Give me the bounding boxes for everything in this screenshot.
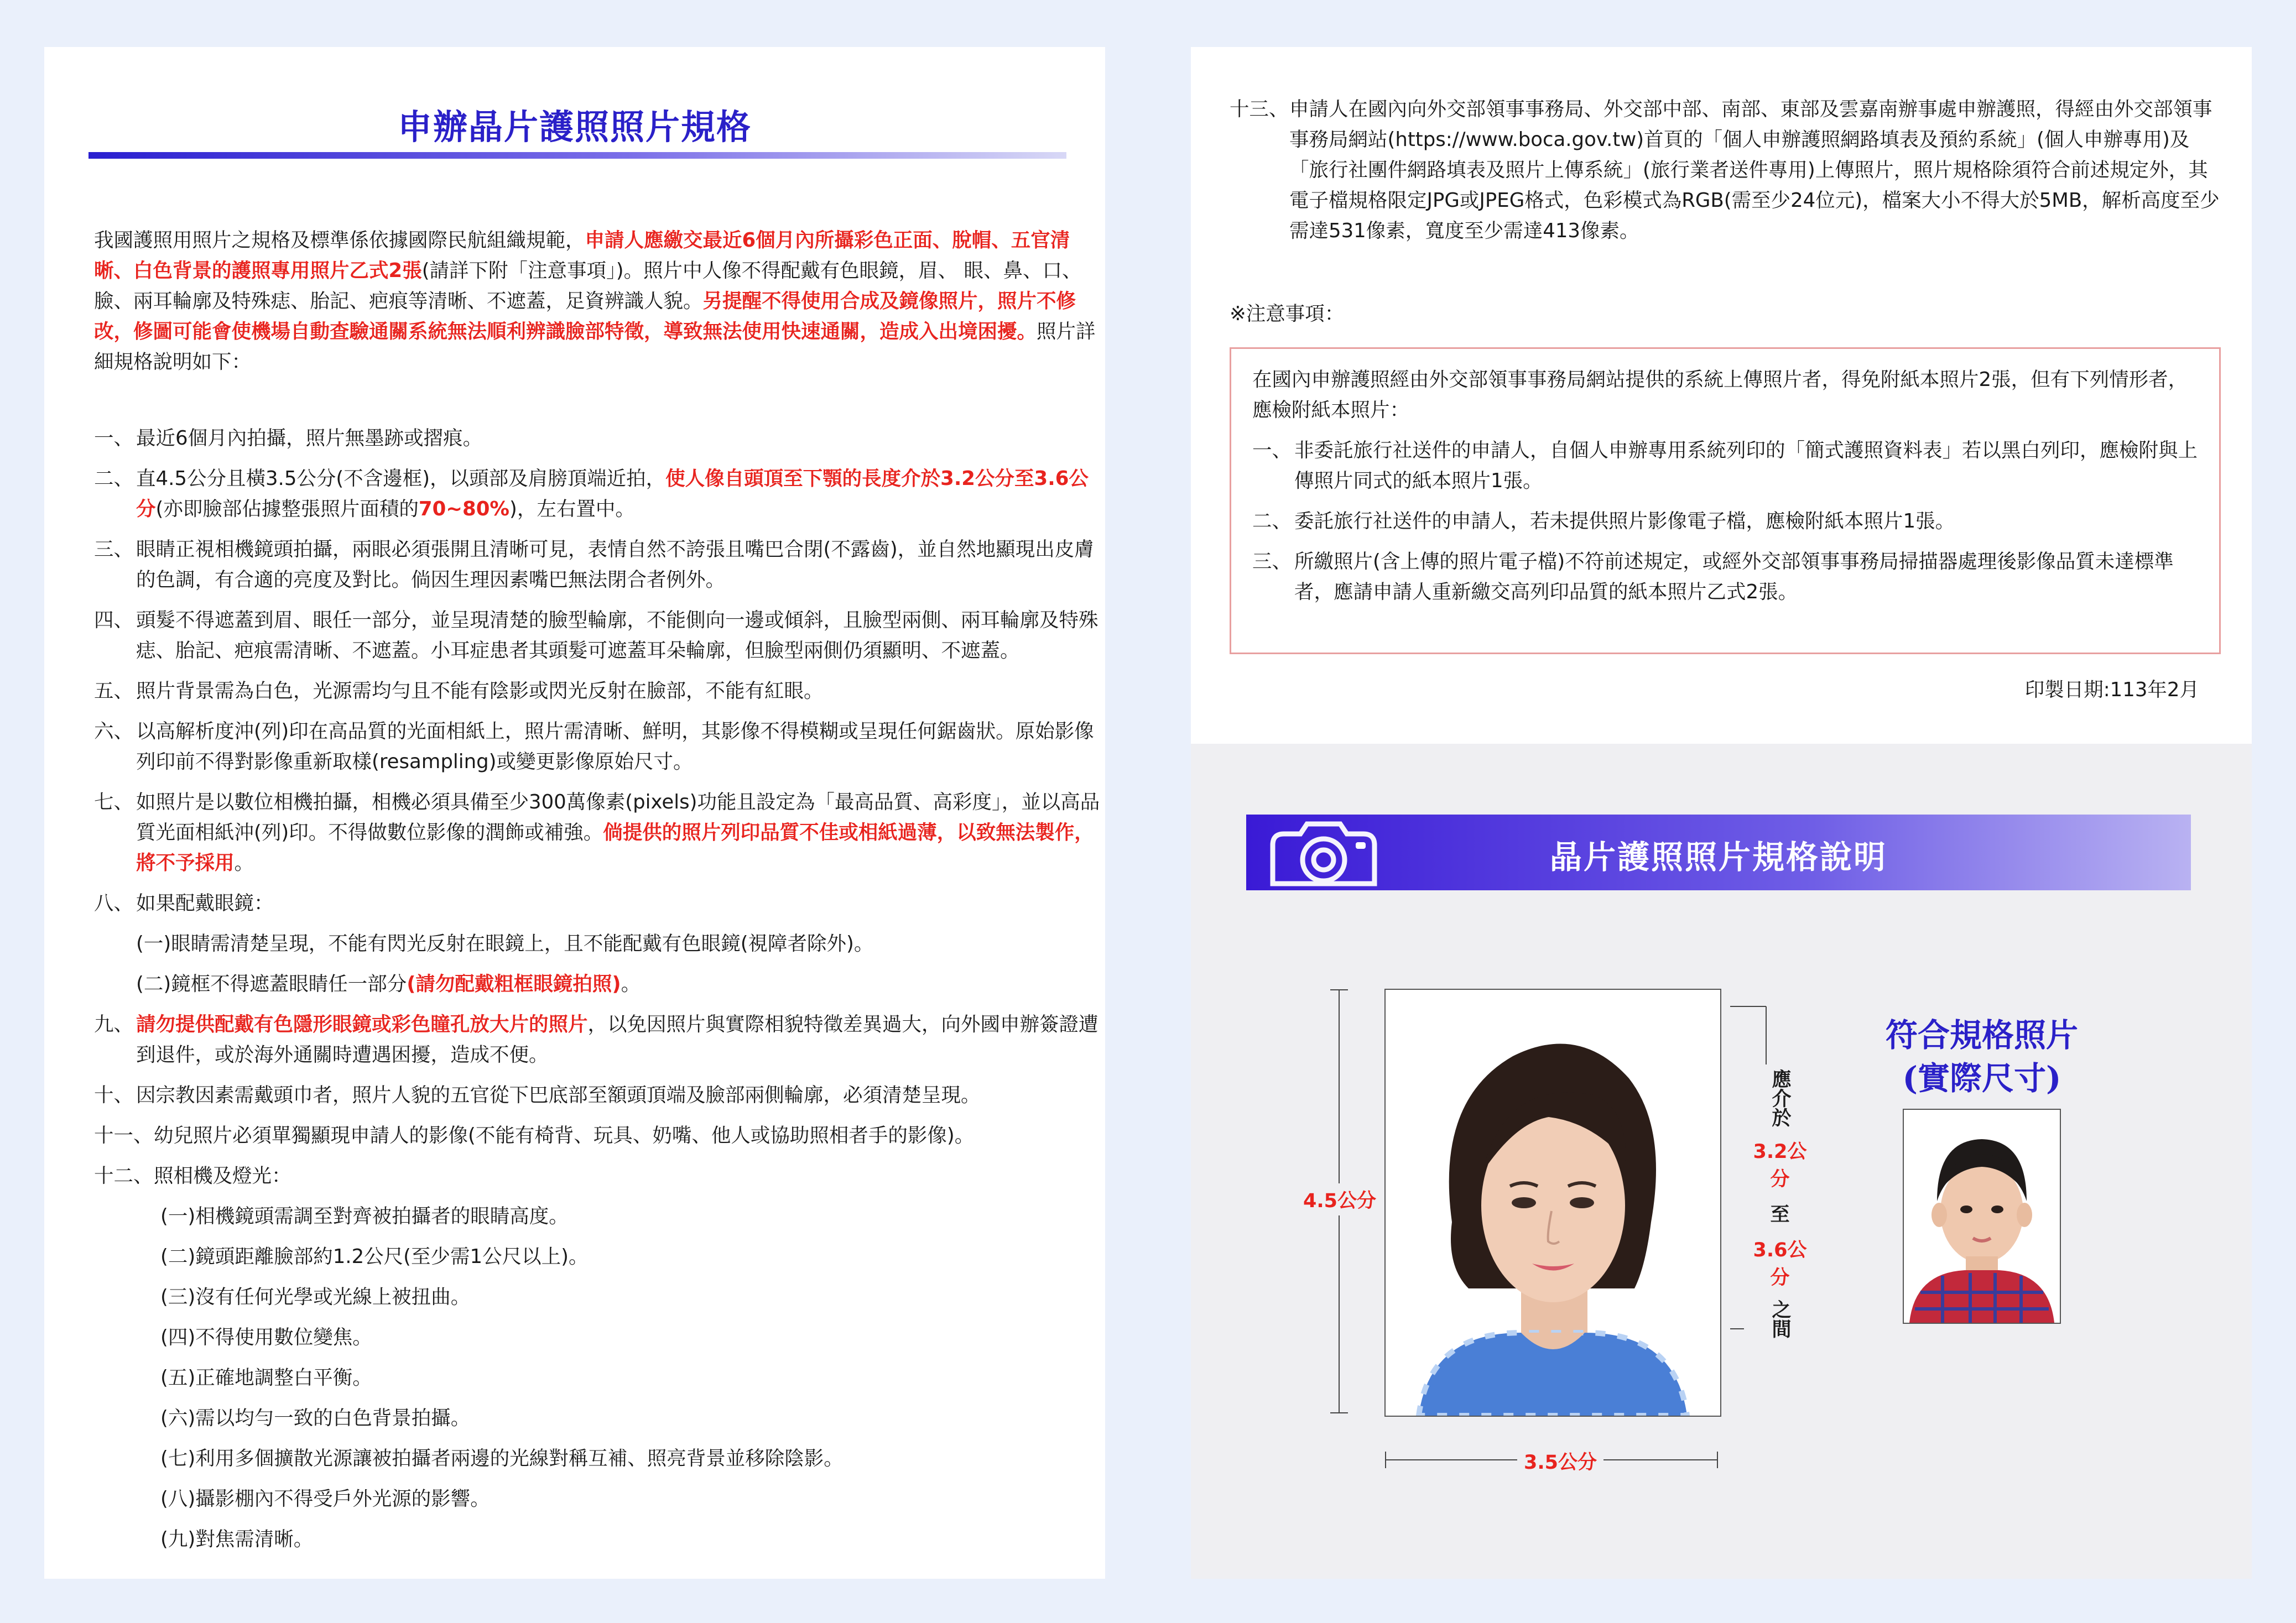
intro-paragraph bbox=[94, 225, 1106, 377]
item-num: 一、 bbox=[94, 427, 134, 450]
spec-item-1 bbox=[94, 423, 1106, 453]
item-text: 頭髮不得遮蓋到眉、眼任一部分，並呈現清楚的臉型輪廓，不能側向一邊或傾斜，且臉型兩側、兩耳輪廓及特殊痣、胎記、疤痕需清晰、不遮蓋。小耳症患者其頭髮可遮蓋耳朵輪廓，但臉型兩側仍須顯明、不遮蓋。 bbox=[136, 609, 1098, 662]
note-item-1 bbox=[1252, 435, 2198, 496]
sample-photo-adult bbox=[1384, 989, 1721, 1417]
item-num: 十、 bbox=[94, 1084, 134, 1107]
item-text: 。 bbox=[234, 852, 254, 874]
intro-red-2: 另提醒不得使用合成及鏡像照片，照片不修改，修圖可能會使機場自動查驗通關系統無法順利辨識臉部特徵，導致無法使用快速通關，造成入出境困擾。 bbox=[94, 290, 1076, 343]
caption-line-1: 符合規格照片 bbox=[1885, 1016, 2078, 1054]
width-label: 3.5公分 bbox=[1517, 1447, 1603, 1475]
head-label-bottom: 之間 bbox=[1769, 1300, 1791, 1338]
sub-red: (請勿配戴粗框眼鏡拍照) bbox=[407, 973, 621, 995]
height-label: 4.5公分 bbox=[1303, 1183, 1376, 1215]
item-num: 一、 bbox=[1252, 439, 1292, 462]
item-text: 照相機及燈光： bbox=[154, 1165, 291, 1187]
intro-red-1: 申請人應繳交最近6個月內所攝彩色正面、脫帽、五官清晰、白色背景的護照專用照片乙式2張 bbox=[94, 229, 1070, 282]
item-text: 眼睛正視相機鏡頭拍攝，兩眼必須張開且清晰可見，表情自然不誇張且嘴巴合閉(不露齒)，並自然地顯現出皮膚的色調，有合適的亮度及對比。倘因生理因素嘴巴無法閉合者例外。 bbox=[136, 538, 1094, 591]
camera-sub-5: (五)正確地調整白平衡。 bbox=[160, 1366, 372, 1389]
item-text: 幼兒照片必須單獨顯現申請人的影像(不能有椅背、玩具、奶嘴、他人或協助照相者手的影像)。 bbox=[154, 1124, 975, 1147]
item-text: 直4.5公分且橫3.5公分(不含邊框)，以頭部及肩膀頂端近拍， bbox=[136, 467, 666, 490]
intro-text-3: 照片詳細規格說明如下： bbox=[94, 320, 1096, 373]
dimension-lines bbox=[1191, 744, 2252, 1579]
spec-item-4 bbox=[94, 605, 1106, 666]
item-text: 最近6個月內拍攝，照片無墨跡或摺痕。 bbox=[136, 427, 483, 450]
sub-text: 。 bbox=[621, 973, 641, 995]
print-date: 印製日期:113年2月 bbox=[2024, 679, 2199, 701]
item-text: 申請人在國內向外交部領事事務局、外交部中部、南部、東部及雲嘉南辦事處申辦護照，得經由外交部領事事務局網站(https://www.boca.gov.tw)首頁的「個人申辦護照網路填表及預約系統」(個人申辦專用)及「旅行社團件網路填表及照片上傳系統」(旅行業者送件專用)上傳照片，照片規格除須符合前述規定外，其電子檔規格限定JPG或JPEG格式，色彩模式為RGB(需至少24位元)，檔案大小不得大於5MB，解析高度至少需達531像素，寬度至少需達413像素。 bbox=[1289, 98, 2220, 242]
camera-sub-7: (七)利用多個擴散光源讓被拍攝者兩邊的光線對稱互補、照亮背景並移除陰影。 bbox=[160, 1447, 844, 1470]
spec-item-6 bbox=[94, 716, 1106, 777]
item-num: 二、 bbox=[1252, 510, 1292, 533]
sample-photo-child bbox=[1903, 1109, 2061, 1324]
banner-title: 晶片護照照片規格說明 bbox=[1549, 838, 1887, 876]
camera-sub-4: (四)不得使用數位變焦。 bbox=[160, 1326, 372, 1349]
item-num: 十一、 bbox=[94, 1124, 153, 1147]
item-text: 以高解析度沖(列)印在高品質的光面相紙上，照片需清晰、鮮明，其影像不得模糊或呈現任何鋸齒狀。原始影像列印前不得對影像重新取樣(resampling)或變更影像原始尺寸。 bbox=[136, 720, 1094, 773]
item-num: 三、 bbox=[1252, 550, 1292, 573]
note-item-3 bbox=[1252, 546, 2198, 607]
item-num: 八、 bbox=[94, 892, 134, 915]
item-text: 照片背景需為白色，光源需均勻且不能有陰影或閃光反射在臉部，不能有紅眼。 bbox=[136, 680, 824, 702]
head-min: 3.2公分 bbox=[1753, 1141, 1807, 1191]
spec-item-13 bbox=[1230, 94, 2225, 246]
camera-sub-3: (三)沒有任何光學或光線上被扭曲。 bbox=[160, 1286, 471, 1308]
item-red: 倘提供的照片列印品質不佳或相紙過薄，以致無法製作，將不予採用 bbox=[136, 821, 1094, 874]
notes-box bbox=[1230, 347, 2221, 654]
left-page bbox=[44, 47, 1105, 1579]
camera-sub-1: (一)相機鏡頭需調至對齊被拍攝者的眼睛高度。 bbox=[160, 1205, 569, 1228]
spec-item-3 bbox=[94, 534, 1106, 595]
item-num: 三、 bbox=[94, 538, 134, 561]
item-num: 六、 bbox=[94, 720, 134, 743]
sample-caption bbox=[1827, 1014, 2137, 1100]
head-to: 至 bbox=[1770, 1204, 1790, 1226]
item-text: 如照片是以數位相機拍攝，相機必須具備至少300萬像素(pixels)功能且設定為「最高品質、高彩度」，並以高品質光面相紙沖(列)印。不得做數位影像的潤飾或補強。 bbox=[136, 791, 1100, 844]
item-num: 七、 bbox=[94, 791, 134, 813]
spec-list bbox=[94, 423, 1106, 1564]
spec-item-11 bbox=[94, 1120, 1106, 1151]
item-num: 四、 bbox=[94, 609, 134, 632]
spec-item-10 bbox=[94, 1080, 1106, 1110]
item-num: 十二、 bbox=[94, 1165, 153, 1187]
glasses-sub-2 bbox=[94, 969, 1106, 999]
item-text: 因宗教因素需戴頭巾者，照片人貌的五官從下巴底部至額頭頂端及臉部兩側輪廓，必須清楚呈現。 bbox=[136, 1084, 981, 1107]
head-max: 3.6公分 bbox=[1753, 1239, 1807, 1289]
item-red: 70~80% bbox=[418, 498, 509, 520]
glasses-sub-1: (一)眼睛需清楚呈現，不能有閃光反射在眼鏡上，且不能配戴有色眼鏡(視障者除外)。 bbox=[136, 932, 874, 955]
intro-text-1: 我國護照用照片之規格及標準係依據國際民航組織規範， bbox=[94, 229, 585, 252]
item-num: 十三、 bbox=[1230, 98, 1289, 121]
item-text: 所繳照片(含上傳的照片電子檔)不符前述規定，或經外交部領事事務局掃描器處理後影像品質未達標準者，應請申請人重新繳交高列印品質的紙本照片乙式2張。 bbox=[1294, 550, 2174, 603]
right-page-top bbox=[1191, 47, 2252, 744]
spec-item-2 bbox=[94, 463, 1106, 524]
item-num: 二、 bbox=[94, 467, 134, 490]
item-text: 如果配戴眼鏡： bbox=[136, 892, 274, 915]
item-text: 非委託旅行社送件的申請人，自個人申辦專用系統列印的「簡式護照資料表」若以黑白列印，應檢附與上傳照片同式的紙本照片1張。 bbox=[1294, 439, 2198, 492]
camera-sub-6: (六)需以均勻一致的白色背景拍攝。 bbox=[160, 1407, 471, 1429]
caption-line-2: (實際尺寸) bbox=[1902, 1060, 2061, 1097]
head-label-top: 應介於 bbox=[1769, 1068, 1791, 1127]
item-text: ，以免因照片與實際相貌特徵差異過大，向外國申辦簽證遭到退件，或於海外通關時遭遇困擾，造成不便。 bbox=[136, 1013, 1098, 1066]
item-num: 五、 bbox=[94, 680, 134, 702]
spec-item-5 bbox=[94, 676, 1106, 706]
head-length-label bbox=[1744, 1064, 1816, 1341]
camera-sub-2: (二)鏡頭距離臉部約1.2公尺(至少需1公尺以上)。 bbox=[160, 1245, 589, 1268]
child-portrait-image bbox=[1904, 1110, 2060, 1323]
notes-intro: 在國內申辦護照經由外交部領事事務局網站提供的系統上傳照片者，得免附紙本照片2張，但有下列情形者，應檢附紙本照片： bbox=[1252, 368, 2188, 421]
item-text: (亦即臉部佔據整張照片面積的 bbox=[155, 498, 419, 520]
title-underline bbox=[88, 152, 1066, 159]
notes-title: ※注意事項： bbox=[1230, 302, 1345, 325]
spec-item-8 bbox=[94, 888, 1106, 919]
spec-item-12 bbox=[94, 1161, 1106, 1191]
item-num: 九、 bbox=[94, 1013, 134, 1036]
note-item-2 bbox=[1252, 506, 2198, 536]
adult-portrait-image bbox=[1386, 990, 1720, 1416]
page-title: 申辦晶片護照照片規格 bbox=[397, 107, 752, 147]
intro-text-2: (請詳下附「注意事項」)。照片中人像不得配戴有色眼鏡，眉、 眼、鼻、口、臉、兩耳輪廓及特殊痣、胎記、疤痕等清晰、不遮蓋，足資辨識人貌。 bbox=[94, 259, 1082, 312]
right-page-bottom bbox=[1191, 744, 2252, 1579]
sub-text: (二)鏡框不得遮蓋眼睛任一部分 bbox=[136, 973, 407, 995]
spec-item-9 bbox=[94, 1009, 1106, 1070]
camera-sub-8: (八)攝影棚內不得受戶外光源的影響。 bbox=[160, 1488, 490, 1510]
item-red: 請勿提供配戴有色隱形眼鏡或彩色瞳孔放大片的照片 bbox=[136, 1013, 588, 1036]
item-text: 委託旅行社送件的申請人，若未提供照片影像電子檔，應檢附紙本照片1張。 bbox=[1294, 510, 1955, 533]
spec-item-7 bbox=[94, 787, 1106, 878]
item-red: 使人像自頭頂至下顎的長度介於3.2公分至3.6公分 bbox=[136, 467, 1089, 520]
item-text: )，左右置中。 bbox=[509, 498, 635, 520]
camera-sub-9: (九)對焦需清晰。 bbox=[160, 1528, 314, 1551]
